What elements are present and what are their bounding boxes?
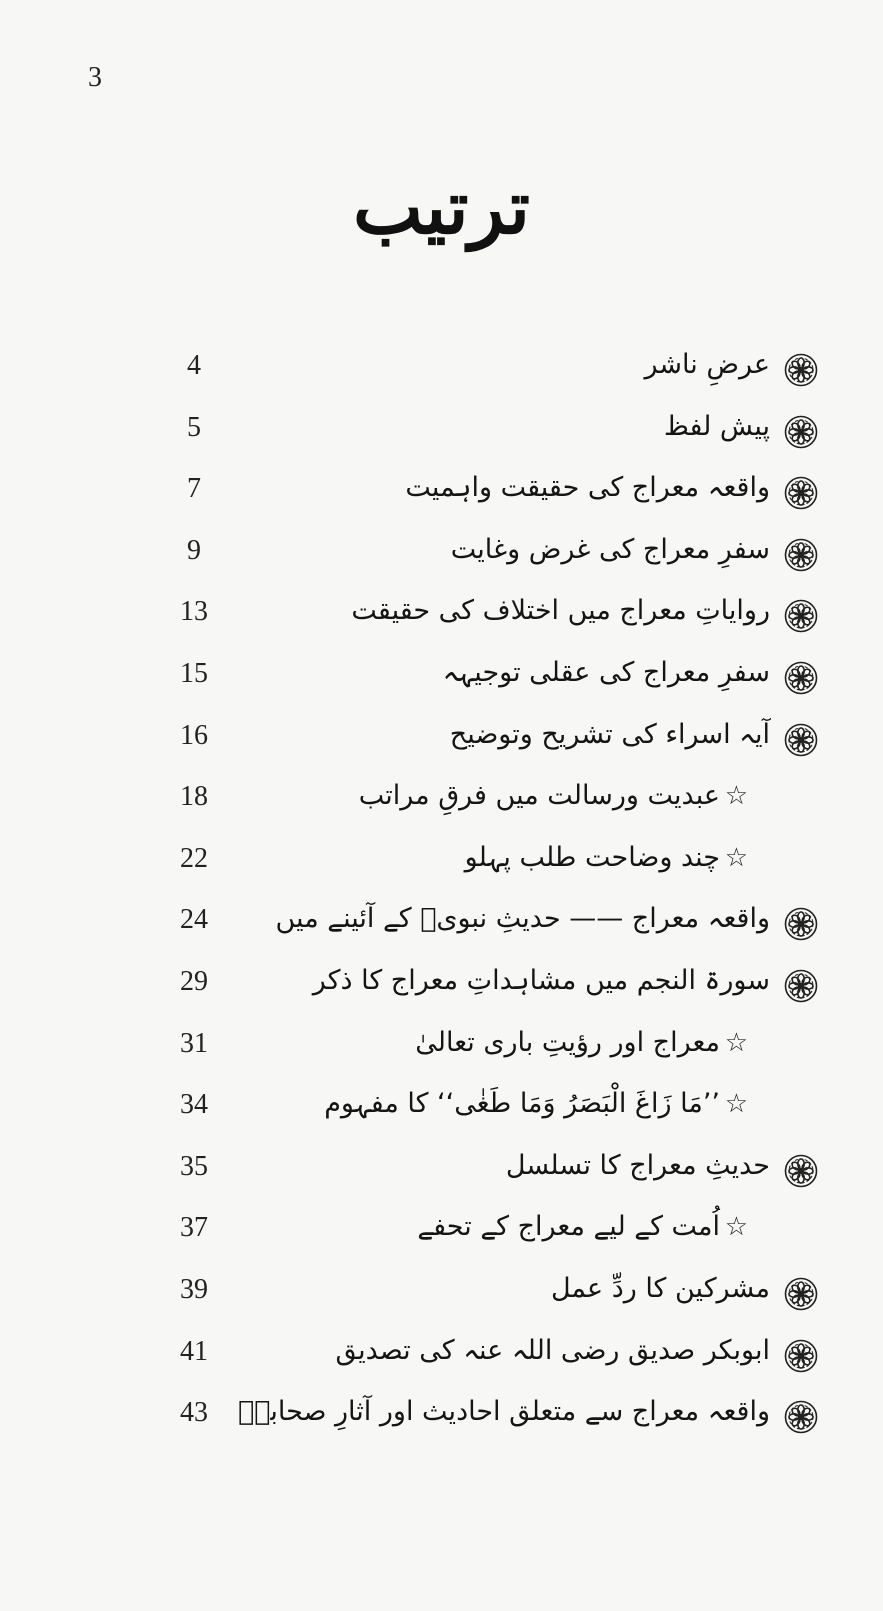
toc-page-number: 16 bbox=[180, 719, 208, 751]
flower-ornament-icon bbox=[784, 1154, 818, 1188]
toc-entry bbox=[150, 771, 830, 833]
toc-entry-title: واقعہ معراج —— حدیثِ نبویؐ کے آئینے میں bbox=[275, 903, 770, 935]
toc-entry bbox=[150, 710, 830, 772]
page-title: ترتیب bbox=[352, 165, 530, 251]
toc-entry bbox=[150, 1018, 830, 1080]
star-outline-icon: ☆ bbox=[724, 1212, 748, 1243]
flower-ornament-icon bbox=[784, 476, 818, 510]
flower-ornament-icon bbox=[784, 723, 818, 757]
toc-entry bbox=[150, 402, 830, 464]
toc-entry bbox=[150, 894, 830, 956]
flower-ornament-icon bbox=[784, 907, 818, 941]
toc-page-number: 34 bbox=[180, 1089, 208, 1121]
toc-entry bbox=[150, 463, 830, 525]
toc-entry-title: عرضِ ناشر bbox=[644, 349, 770, 380]
toc-page-number: 13 bbox=[180, 596, 208, 628]
flower-ornament-icon bbox=[784, 353, 818, 387]
toc-entry-title: چند وضاحت طلب پہلو bbox=[464, 841, 720, 873]
toc-entry bbox=[150, 1387, 830, 1449]
star-outline-icon: ☆ bbox=[724, 1089, 748, 1120]
toc-entry-title: واقعہ معراج سے متعلق احادیث اور آثارِ صحابہؓ bbox=[237, 1396, 770, 1428]
toc-page-number: 9 bbox=[187, 534, 201, 566]
toc-entry-title: عبدیت ورسالت میں فرقِ مراتب bbox=[358, 780, 720, 812]
toc-entry-title: مشرکین کا ردِّ عمل bbox=[550, 1272, 770, 1304]
toc-entry bbox=[150, 1264, 830, 1326]
flower-ornament-icon bbox=[784, 538, 818, 572]
star-outline-icon: ☆ bbox=[724, 842, 748, 873]
toc-entry bbox=[150, 1079, 830, 1141]
toc-page-number: 35 bbox=[180, 1150, 208, 1182]
toc-entry bbox=[150, 586, 830, 648]
toc-page-number: 37 bbox=[180, 1212, 208, 1244]
toc-page-number: 24 bbox=[180, 904, 208, 936]
toc-entry-title: روایاتِ معراج میں اختلاف کی حقیقت bbox=[351, 595, 770, 627]
flower-ornament-icon bbox=[784, 1277, 818, 1311]
toc-entry bbox=[150, 833, 830, 895]
toc-entry bbox=[150, 340, 830, 402]
flower-ornament-icon bbox=[784, 969, 818, 1003]
toc-entry-title: ابوبکر صدیق رضی اللہ عنہ کی تصدیق bbox=[335, 1334, 770, 1366]
toc-entry-title: سورۃ النجم میں مشاہداتِ معراج کا ذکر bbox=[312, 964, 770, 996]
toc-entry bbox=[150, 1326, 830, 1388]
toc-page-number: 39 bbox=[180, 1273, 208, 1305]
star-outline-icon: ☆ bbox=[724, 781, 748, 812]
toc-page-number: 43 bbox=[180, 1397, 208, 1429]
toc-entry bbox=[150, 1141, 830, 1203]
toc-entry-title: معراج اور رؤیتِ باری تعالیٰ bbox=[415, 1026, 720, 1058]
toc-entry-title: آیہ اسراء کی تشریح وتوضیح bbox=[449, 718, 770, 750]
toc-page-number: 41 bbox=[180, 1335, 208, 1367]
toc-entry-title: ’’مَا زَاغَ الْبَصَرُ وَمَا طَغٰی‘‘ کا مفہوم bbox=[324, 1088, 720, 1120]
toc-entry bbox=[150, 525, 830, 587]
flower-ornament-icon bbox=[784, 1400, 818, 1434]
table-of-contents bbox=[150, 340, 830, 1449]
toc-entry-title: اُمت کے لیے معراج کے تحفے bbox=[417, 1211, 720, 1243]
toc-page-number: 15 bbox=[180, 657, 208, 689]
toc-entry bbox=[150, 1202, 830, 1264]
toc-entry-title: واقعہ معراج کی حقیقت واہمیت bbox=[405, 472, 770, 504]
flower-ornament-icon bbox=[784, 415, 818, 449]
flower-ornament-icon bbox=[784, 1339, 818, 1373]
toc-entry-title: حدیثِ معراج کا تسلسل bbox=[505, 1149, 770, 1181]
toc-page-number: 5 bbox=[187, 411, 201, 443]
toc-page-number: 29 bbox=[180, 965, 208, 997]
toc-page-number: 18 bbox=[180, 781, 208, 813]
flower-ornament-icon bbox=[784, 661, 818, 695]
toc-entry-title: سفرِ معراج کی عقلی توجیہہ bbox=[442, 656, 770, 688]
toc-entry-title: سفرِ معراج کی غرض وغایت bbox=[450, 533, 770, 565]
star-outline-icon: ☆ bbox=[724, 1027, 748, 1058]
toc-entry bbox=[150, 648, 830, 710]
page-number: 3 bbox=[88, 62, 102, 93]
toc-page-number: 4 bbox=[187, 350, 201, 381]
toc-page-number: 22 bbox=[180, 842, 208, 874]
toc-entry-title: پیش لفظ bbox=[663, 410, 770, 442]
flower-ornament-icon bbox=[784, 599, 818, 633]
toc-page-number: 7 bbox=[187, 473, 201, 505]
toc-page-number: 31 bbox=[180, 1027, 208, 1059]
toc-entry bbox=[150, 956, 830, 1018]
